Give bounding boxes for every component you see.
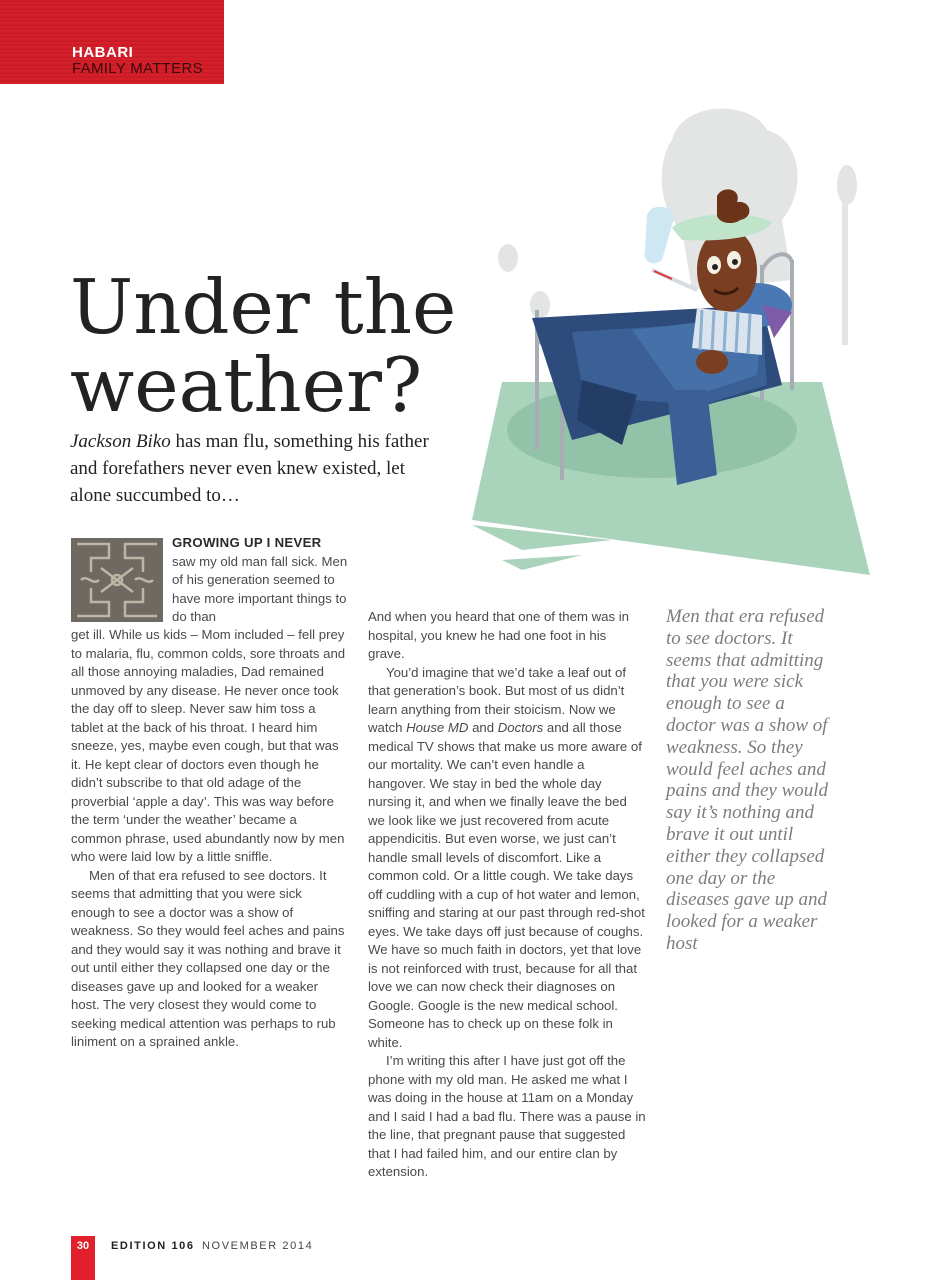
page-number: 30 [76,1240,90,1252]
article-column-1-intro [172,534,348,627]
standfirst [70,428,430,509]
standfirst-text: has man flu, something his father and forefathers never even knew existed, let alone succumbed to… [70,431,429,506]
lead-caps: GROWING UP I NEVER [172,535,322,550]
section-tab [0,0,224,84]
text-run: and all those medical TV shows that make us more aware of our mortality. We can’t even handle a hangover. We stay in bed the whole day nursing it, and when we finally leave the bed we look like we just recovered from acute appendicitis. But even worse, we just can’t handle small levels of discomfort. Like a common cold. Or a little cough. We take days off cuddling with a cup of hot water and lemon, sniffing and staring at our past through red-shot eyes. We take days off just because of coughs. We have so much faith in doctors, yet that love is not reinforced with trust, because for all that love we can now check their diagnoses on Google. Google is the new medical school. Someone has to check up on these folk in white. [368,720,645,1050]
paragraph: Men of that era refused to see doctors. It seems that admitting that you were sick enough to see a doctor was a show of weakness. So they would feel aches and pains and they would say it was nothing and brave it out until either they collapsed one day or the diseases gave up and looked for a weaker host. The very closest they would come to seeking medical attention was perhaps to rub liniment on a sprained ankle. [71,867,345,1049]
pull-quote: Men that era refused to see doctors. It seems that admitting that you were sick enough to see a doctor was a show of weakness. So they would feel aches and pains and they would say it’s nothing and brave it out until either they collapsed one day or the diseases gave up and looked for a weaker host [666,606,829,954]
paragraph: get ill. While us kids – Mom included – fell prey to malaria, flu, common colds, sore throats and all those annoying maladies, Dad remained unmoved by any disease. He never once took the day off to sleep. Never saw him toss a tablet at the back of his throat. I heard him sneeze, yes, maybe even cough, but that was it. He kept clear of doctors even though he didn’t subscribe to that old adage of the proverbial ‘apple a day’. This was way before the term ‘under the weather’ became a common phrase, used abundantly now by men who were laid low by a little sniffle. [71,627,346,864]
pattern-icon [71,538,163,622]
show-title: Doctors [497,720,544,735]
issue-date: NOVEMBER 2014 [202,1240,314,1252]
edition-label: EDITION 106 [111,1240,195,1252]
title-line-1: Under the [70,263,457,351]
article-title [70,263,490,429]
text-run: and [468,720,498,735]
author-name: Jackson Biko [70,431,171,452]
article-column-2 [368,608,646,1182]
article-column-1 [71,626,349,1052]
paragraph: I’m writing this after I have just got off the phone with my old man. He asked me what I was doing in the house at 11am on a Monday and I said I had a bad flu. There was a pause in the line, that pregnant pause that suggested that I had failed him, and our entire clan by extension. [368,1053,646,1179]
intro-text: saw my old man fall sick. Men of his generation seemed to have more important things to do than [172,553,348,624]
paragraph [368,664,646,1053]
sick-man-in-bed-illustration [462,100,872,580]
paragraph: And when you heard that one of them was in hospital, you knew he had one foot in his grave. [368,609,629,661]
title-line-2: weather? [70,341,423,429]
show-title: House MD [406,720,469,735]
text-run: You’d imagine that we’d take a leaf out of that generation’s book. But most of us didn’t learn anything from their stoicism. Now we watch [368,664,626,735]
section-label: HABARI [72,44,134,61]
section-sublabel: FAMILY MATTERS [72,60,203,77]
